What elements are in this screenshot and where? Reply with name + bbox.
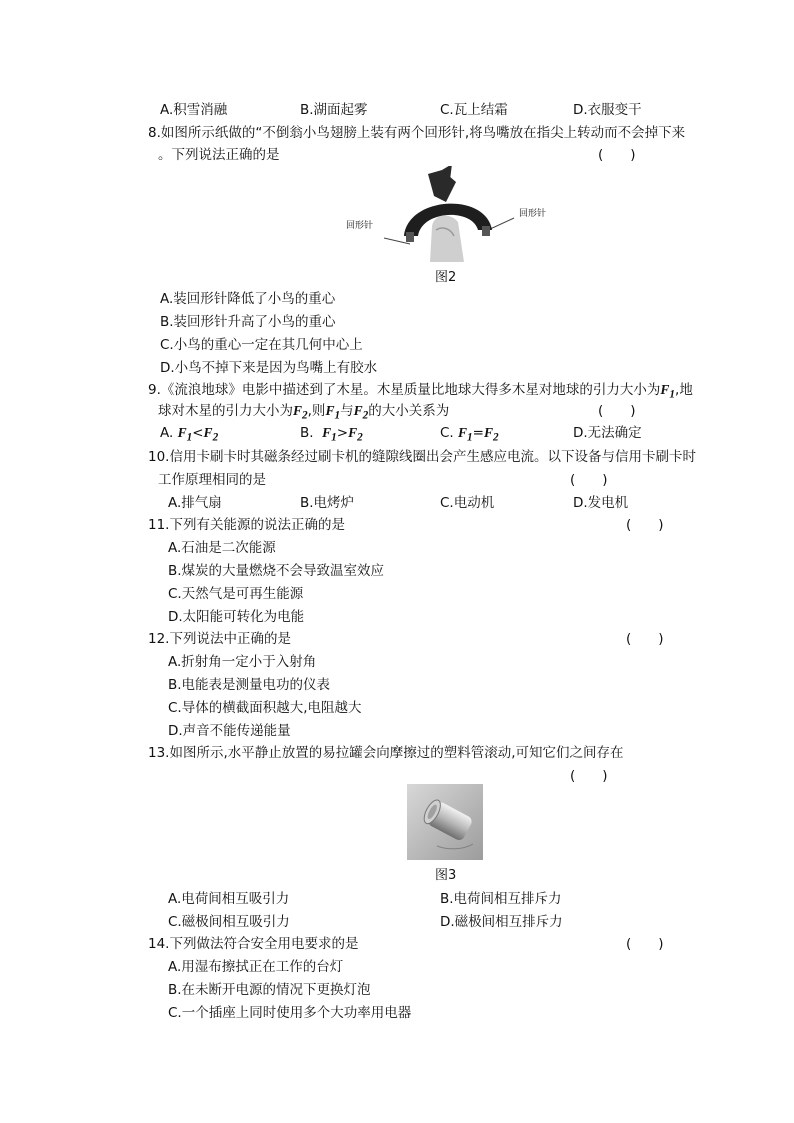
q12-stem: 12.下列说法中正确的是: [148, 631, 291, 647]
q11-option-a: A.石油是二次能源: [168, 540, 276, 556]
q12-option-a: A.折射角一定小于入射角: [168, 654, 317, 670]
q11-option-c: C.天然气是可再生能源: [168, 586, 304, 602]
q9-f1-symbol: $F_1$: [660, 382, 676, 401]
q13-option-b: B.电荷间相互排斥力: [440, 891, 562, 907]
q12-option-d: D.声音不能传递能量: [168, 723, 291, 739]
q14-answer-paren: ( ): [626, 936, 664, 952]
q13-option-a: A.电荷间相互吸引力: [168, 891, 290, 907]
q9-option-a: A. $F_1<F_2$: [160, 425, 219, 444]
q11-option-b: B.煤炭的大量燃烧不会导致温室效应: [168, 563, 385, 579]
q10-answer-paren: ( ): [570, 472, 608, 488]
q12-option-b: B.电能表是测量电功的仪表: [168, 677, 331, 693]
q8-answer-paren: ( ): [598, 147, 636, 163]
figure-3-caption: 图3: [435, 868, 457, 883]
q8-option-c: C.小鸟的重心一定在其几何中心上: [160, 337, 363, 353]
q10-option-a: A.排气扇: [168, 495, 222, 511]
q13-answer-paren: ( ): [570, 768, 608, 784]
q13-stem: 13.如图所示,水平静止放置的易拉罐会向摩擦过的塑料管滚动,可知它们之间存在: [148, 745, 624, 761]
q11-stem: 11.下列有关能源的说法正确的是: [148, 517, 345, 533]
q10-stem-line1: 10.信用卡刷卡时其磁条经过刷卡机的缝隙线圈出会产生感应电流。以下设备与信用卡刷卡时: [148, 449, 696, 465]
figure-2-label-right: 回形针: [519, 209, 547, 219]
clip-left: [406, 232, 414, 242]
fingertip: [430, 216, 464, 262]
tumbler-bird-image: [346, 166, 546, 262]
figure-3-can: [407, 784, 483, 860]
q9-option-b: B. $F_1>F_2$: [300, 425, 363, 444]
q9-stem-line1-text: 9.《流浪地球》电影中描述到了木星。木星质量比地球大得多木星对地球的引力大小为: [148, 382, 661, 398]
q7-option-b: B.湖面起雾: [300, 102, 368, 118]
q13-option-d: D.磁极间相互排斥力: [440, 914, 563, 930]
q12-answer-paren: ( ): [626, 631, 664, 647]
q9-stem-line1-end: ,地: [675, 382, 693, 398]
q14-stem: 14.下列做法符合安全用电要求的是: [148, 936, 359, 952]
figure-2-label-left: 回形针: [346, 221, 374, 231]
q7-option-c: C.瓦上结霜: [440, 102, 508, 118]
q7-option-d: D.衣服变干: [573, 102, 642, 118]
q8-option-b: B.装回形针升高了小鸟的重心: [160, 314, 336, 330]
q10-option-b: B.电烤炉: [300, 495, 355, 511]
q14-option-a: A.用湿布擦拭正在工作的台灯: [168, 959, 344, 975]
q10-option-d: D.发电机: [573, 495, 629, 511]
q11-answer-paren: ( ): [626, 517, 664, 533]
q8-stem-line2: 。下列说法正确的是: [158, 147, 280, 163]
q8-stem-line1: 8.如图所示纸做的“不倒翁小鸟翅膀上装有两个回形针,将鸟嘴放在指尖上转动而不会掉下来: [148, 125, 686, 141]
q13-option-c: C.磁极间相互吸引力: [168, 914, 290, 930]
q11-option-d: D.太阳能可转化为电能: [168, 609, 305, 625]
figure-2-bird: [346, 166, 546, 262]
soda-can-image: [407, 784, 483, 860]
q9-option-c: C. $F_1=F_2$: [440, 425, 499, 444]
q14-option-b: B.在未断开电源的情况下更换灯泡: [168, 982, 371, 998]
q8-option-d: D.小鸟不掉下来是因为鸟嘴上有胶水: [160, 360, 378, 376]
q9-stem-line1: [148, 380, 693, 400]
q12-option-c: C.导体的横截面积越大,电阻越大: [168, 700, 362, 716]
q10-option-c: C.电动机: [440, 495, 495, 511]
figure-2-caption: 图2: [435, 270, 457, 285]
q14-option-c: C.一个插座上同时使用多个大功率用电器: [168, 1005, 412, 1021]
q9-f2-symbol: $F_2$: [293, 403, 308, 422]
bird-head: [428, 170, 456, 202]
q9-option-d: D.无法确定: [573, 425, 642, 441]
q9-stem-line2: 球对木星的引力大小为$F_2$,则$F_1$与$F_2$的大小关系为: [158, 403, 450, 422]
clip-right: [482, 226, 490, 236]
q8-option-a: A.装回形针降低了小鸟的重心: [160, 291, 336, 307]
q10-stem-line2: 工作原理相同的是: [158, 472, 266, 488]
clip-pointer-right: [488, 218, 514, 230]
q7-option-a: A.积雪消融: [160, 102, 228, 118]
q9-answer-paren: ( ): [598, 403, 636, 419]
